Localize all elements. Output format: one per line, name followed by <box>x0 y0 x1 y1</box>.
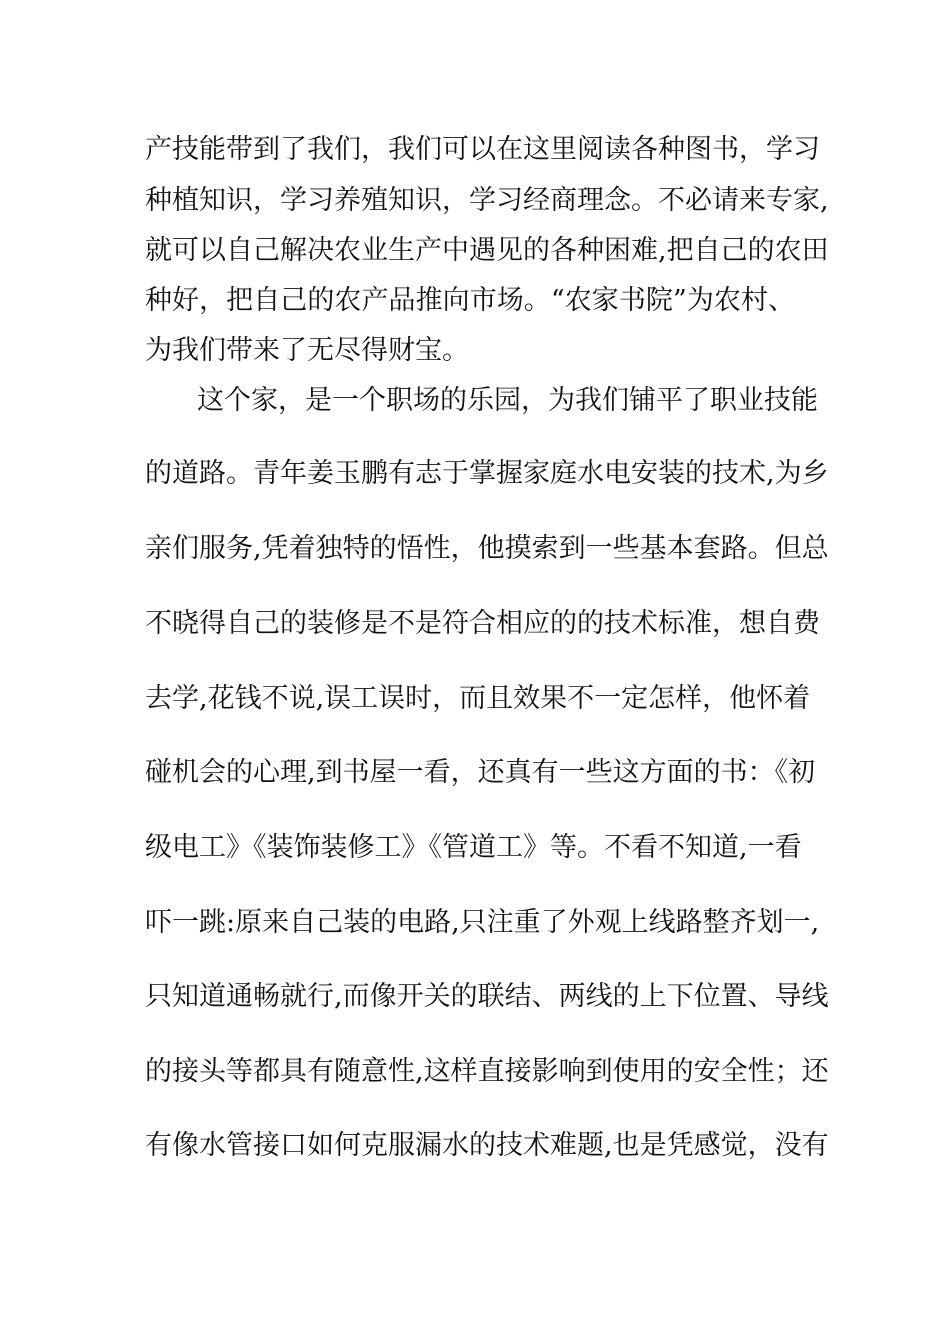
paragraph-2-line-4: 不晓得自己的装修是不是符合相应的的技术标准，想自费 <box>145 608 820 639</box>
paragraph-1-line-1: 产技能带到了我们，我们可以在这里阅读各种图书，学习 <box>145 134 820 165</box>
paragraph-2-line-6: 碰机会的心理,到书屋一看，还真有一些这方面的书：《初 <box>145 757 816 788</box>
paragraph-2-line-7: 级电工》《装饰装修工》《管道工》等。不看不知道,一看 <box>145 832 802 863</box>
paragraph-2-line-1: 这个家，是一个职场的乐园，为我们铺平了职业技能 <box>197 385 818 416</box>
paragraph-1-line-3: 就可以自己解决农业生产中遇见的各种困难,把自己的农田 <box>145 235 829 266</box>
paragraph-2-line-10: 的接头等都具有随意性,这样直接影响到使用的安全性；还 <box>145 1056 829 1087</box>
paragraph-1-line-2: 种植知识，学习养殖知识，学习经商理念。不必请来专家, <box>145 185 829 216</box>
paragraph-2-line-2: 的道路。青年姜玉鹏有志于掌握家庭水电安装的技术,为乡 <box>145 458 829 489</box>
paragraph-2-line-11: 有像水管接口如何克服漏水的技术难题,也是凭感觉，没有 <box>145 1130 829 1161</box>
paragraph-2-line-8: 吓一跳:原来自己装的电路,只注重了外观上线路整齐划一, <box>145 907 820 938</box>
paragraph-2-line-9: 只知道通畅就行,而像开关的联结、两线的上下位置、导线 <box>145 981 829 1012</box>
paragraph-2-line-3: 亲们服务,凭着独特的悟性，他摸索到一些基本套路。但总 <box>145 533 829 564</box>
paragraph-1-line-5: 为我们带来了无尽得财宝。 <box>145 335 469 366</box>
paragraph-2-line-5: 去学,花钱不说,误工误时，而且效果不一定怎样，他怀着 <box>145 683 811 714</box>
paragraph-1-line-4: 种好，把自己的农产品推向市场。“农家书院”为农村、 <box>145 285 795 316</box>
